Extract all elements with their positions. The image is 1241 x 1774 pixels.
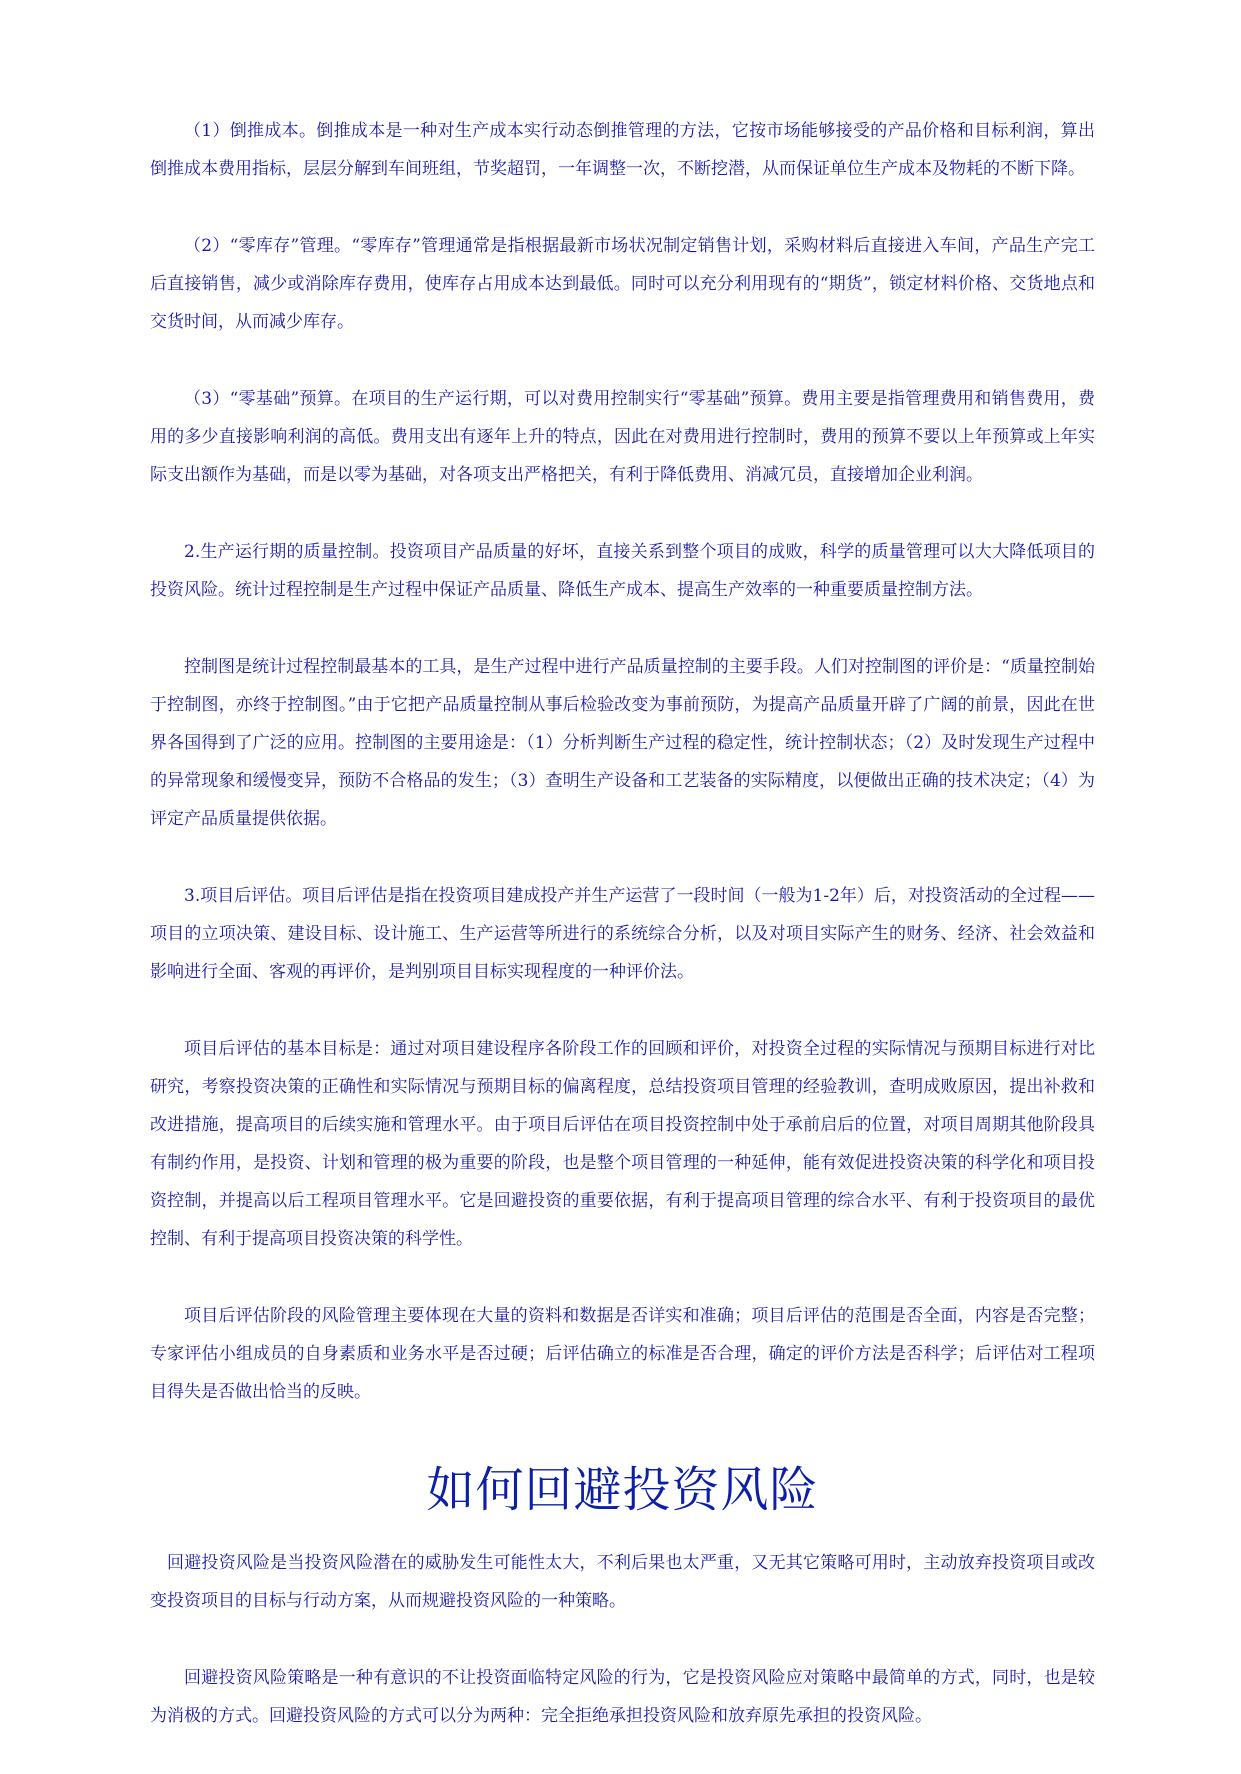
document-page	[150, 112, 1095, 1774]
paragraph-zero-based-budget: （3）“零基础”预算。在项目的生产运行期，可以对费用控制实行“零基础”预算。费用主要是指管理费用和销售费用，费用的多少直接影响利润的高低。费用支出有逐年上升的特点，因此在对费用进行控制时，费用的预算不要以上年预算或上年实际支出额作为基础，而是以零为基础，对各项支出严格把关，有利于降低费用、消减冗员，直接增加企业利润。	[150, 389, 1095, 485]
paragraph-risk-avoidance-definition: 回避投资风险是当投资风险潜在的威胁发生可能性太大，不利后果也太严重，又无其它策略可用时，主动放弃投资项目或改变投资项目的目标与行动方案，从而规避投资风险的一种策略。	[150, 1553, 1095, 1611]
paragraph-reverse-costing: （1）倒推成本。倒推成本是一种对生产成本实行动态倒推管理的方法，它按市场能够接受的产品价格和目标利润，算出倒推成本费用指标，层层分解到车间班组，节奖超罚，一年调整一次，不断挖潜，从而保证单位生产成本及物耗的不断下降。	[150, 121, 1095, 179]
paragraph-zero-inventory: （2）“零库存”管理。“零库存”管理通常是指根据最新市场状况制定销售计划，采购材料后直接进入车间，产品生产完工后直接销售，减少或消除库存费用，使库存占用成本达到最低。同时可以充分利用现有的“期货”，锁定材料价格、交货地点和交货时间，从而减少库存。	[150, 236, 1095, 332]
paragraph-post-evaluation-goals: 项目后评估的基本目标是：通过对项目建设程序各阶段工作的回顾和评价，对投资全过程的实际情况与预期目标进行对比研究，考察投资决策的正确性和实际情况与预期目标的偏离程度，总结投资项目管理的经验教训，查明成败原因，提出补救和改进措施，提高项目的后续实施和管理水平。由于项目后评估在项目投资控制中处于承前启后的位置，对项目周期其他阶段具有制约作用，是投资、计划和管理的极为重要的阶段，也是整个项目管理的一种延伸，能有效促进投资决策的科学化和项目投资控制，并提高以后工程项目管理水平。它是回避投资的重要依据，有利于提高项目管理的综合水平、有利于投资项目的最优控制、有利于提高项目投资决策的科学性。	[150, 1039, 1095, 1249]
section-heading: 如何回避投资风险	[426, 1462, 819, 1518]
paragraph-risk-avoidance-strategy: 回避投资风险策略是一种有意识的不让投资面临特定风险的行为，它是投资风险应对策略中最简单的方式，同时，也是较为消极的方式。回避投资风险的方式可以分为两种：完全拒绝承担投资风险和放弃原先承担的投资风险。	[150, 1668, 1095, 1726]
paragraph-post-evaluation: 3.项目后评估。项目后评估是指在投资项目建成投产并生产运营了一段时间（一般为1-2年）后，对投资活动的全过程——项目的立项决策、建设目标、设计施工、生产运营等所进行的系统综合分析，以及对项目实际产生的财务、经济、社会效益和影响进行全面、客观的再评价，是判别项目目标实现程度的一种评价法。	[150, 886, 1095, 982]
paragraph-control-chart: 控制图是统计过程控制最基本的工具，是生产过程中进行产品质量控制的主要手段。人们对控制图的评价是：“质量控制始于控制图，亦终于控制图。”由于它把产品质量控制从事后检验改变为事前预防，为提高产品质量开辟了广阔的前景，因此在世界各国得到了广泛的应用。控制图的主要用途是：（1）分析判断生产过程的稳定性，统计控制状态；（2）及时发现生产过程中的异常现象和缓慢变异，预防不合格品的发生；（3）查明生产设备和工艺装备的实际精度，以便做出正确的技术决定；（4）为评定产品质量提供依据。	[150, 657, 1095, 829]
paragraph-quality-control: 2.生产运行期的质量控制。投资项目产品质量的好坏，直接关系到整个项目的成败，科学的质量管理可以大大降低项目的投资风险。统计过程控制是生产过程中保证产品质量、降低生产成本、提高生产效率的一种重要质量控制方法。	[150, 542, 1095, 600]
paragraph-post-evaluation-risk: 项目后评估阶段的风险管理主要体现在大量的资料和数据是否详实和准确；项目后评估的范围是否全面，内容是否完整；专家评估小组成员的自身素质和业务水平是否过硬；后评估确立的标准是否合理，确定的评价方法是否科学；后评估对工程项目得失是否做出恰当的反映。	[150, 1306, 1095, 1402]
